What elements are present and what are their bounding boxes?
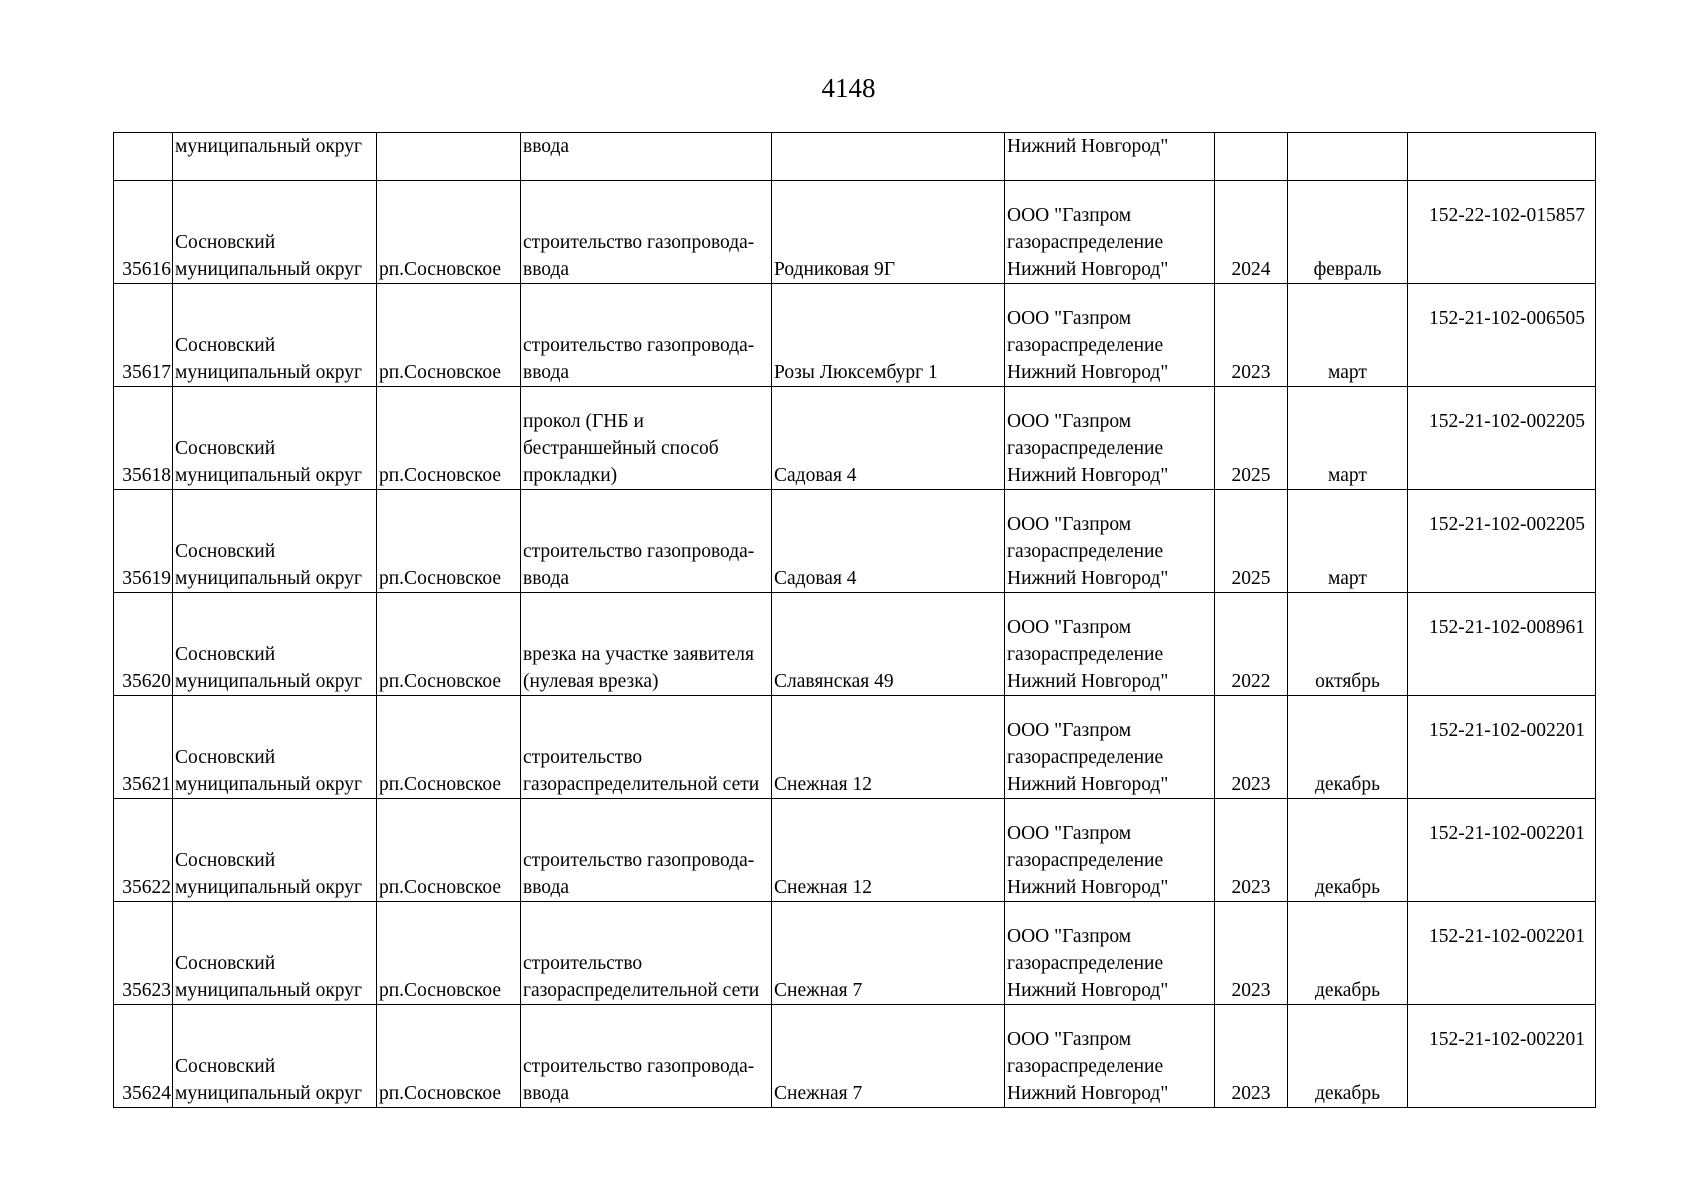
cell-num <box>114 387 173 490</box>
cell-month <box>1288 490 1408 593</box>
cell-num <box>114 133 173 181</box>
cell-text-settlement: рп.Сосновское <box>379 774 502 795</box>
cell-text-owner-l1: ООО "Газпром <box>1007 926 1132 947</box>
cell-year <box>1215 902 1288 1005</box>
cell-owner <box>1005 284 1215 387</box>
cell-text-year: 2023 <box>1231 877 1271 898</box>
cell-code <box>1408 181 1596 284</box>
cell-text-work-l1: строительство газопровода- <box>523 232 755 253</box>
table-row-continuation <box>114 133 1596 181</box>
cell-text-month: декабрь <box>1315 980 1380 1001</box>
cell-owner <box>1005 387 1215 490</box>
cell-owner <box>1005 799 1215 902</box>
cell-month <box>1288 133 1408 181</box>
cell-text-owner-l2: газораспределение <box>1007 335 1164 356</box>
cell-year <box>1215 387 1288 490</box>
cell-text-address: Садовая 4 <box>774 568 857 589</box>
cell-work <box>521 387 772 490</box>
cell-month <box>1288 696 1408 799</box>
cell-month <box>1288 387 1408 490</box>
cell-month <box>1288 593 1408 696</box>
cell-text-num: 35619 <box>122 568 171 589</box>
cell-text-work-l1: строительство газопровода- <box>523 1056 755 1077</box>
cell-text-settlement: рп.Сосновское <box>379 877 502 898</box>
cell-address <box>772 284 1005 387</box>
cell-settlement <box>377 1005 521 1108</box>
cell-text-district-l1: Сосновский <box>175 335 276 356</box>
cell-text-work-l1: строительство газопровода- <box>523 335 755 356</box>
cell-work <box>521 799 772 902</box>
cell-district <box>173 387 377 490</box>
cell-code <box>1408 284 1596 387</box>
cell-text-year: 2023 <box>1231 362 1271 383</box>
cell-text-work-l2: ввода <box>523 362 570 383</box>
cell-text-owner-l1: ООО "Газпром <box>1007 205 1132 226</box>
cell-settlement <box>377 490 521 593</box>
cell-text-month: март <box>1328 465 1367 486</box>
table-row <box>114 902 1596 1005</box>
cell-num <box>114 593 173 696</box>
cell-text-work-l2: (нулевая врезка) <box>523 671 659 692</box>
cell-text-month: март <box>1328 568 1367 589</box>
cell-num <box>114 490 173 593</box>
cell-address <box>772 133 1005 181</box>
cell-code <box>1408 133 1596 181</box>
cell-text-district-l1: Сосновский <box>175 541 276 562</box>
cell-text-code: 152-21-102-002205 <box>1429 514 1585 535</box>
cell-settlement <box>377 799 521 902</box>
cell-address <box>772 181 1005 284</box>
cell-address <box>772 387 1005 490</box>
cell-text-code: 152-21-102-002201 <box>1429 823 1585 844</box>
cell-text-address: Родниковая 9Г <box>774 259 896 280</box>
cell-text-work-l2: ввода <box>523 259 570 280</box>
cell-text-num: 35624 <box>122 1083 171 1104</box>
cell-settlement <box>377 902 521 1005</box>
cell-text-work-l2: бестраншейный способ <box>523 438 719 459</box>
cell-code <box>1408 387 1596 490</box>
cell-text-month: октябрь <box>1315 671 1380 692</box>
cell-text-owner-l3: Нижний Новгород" <box>1007 465 1169 486</box>
cell-district <box>173 902 377 1005</box>
cell-year <box>1215 593 1288 696</box>
cell-text-district-l2: муниципальный округ <box>175 568 363 589</box>
cell-text-code: 152-21-102-006505 <box>1429 308 1585 329</box>
cell-year <box>1215 181 1288 284</box>
cell-year <box>1215 696 1288 799</box>
cell-settlement <box>377 284 521 387</box>
cell-district <box>173 490 377 593</box>
cell-code <box>1408 799 1596 902</box>
table-row <box>114 696 1596 799</box>
cell-text-num: 35616 <box>122 259 171 280</box>
cell-text-work-l1: прокол (ГНБ и <box>523 411 644 432</box>
cell-district <box>173 181 377 284</box>
cell-text-owner-l1: ООО "Газпром <box>1007 411 1132 432</box>
cell-text-address: Розы Люксембург 1 <box>774 362 938 383</box>
cell-work <box>521 1005 772 1108</box>
cell-text-owner-l2: газораспределение <box>1007 541 1164 562</box>
cell-num <box>114 696 173 799</box>
cell-text-owner-l1: ООО "Газпром <box>1007 1029 1132 1050</box>
cell-text-settlement: рп.Сосновское <box>379 1083 502 1104</box>
cell-text-district-l1: Сосновский <box>175 644 276 665</box>
table-row <box>114 387 1596 490</box>
cell-settlement <box>377 181 521 284</box>
cell-text-owner-l1: ООО "Газпром <box>1007 308 1132 329</box>
cell-text-owner-l1: ООО "Газпром <box>1007 823 1132 844</box>
cell-num <box>114 181 173 284</box>
cell-owner <box>1005 902 1215 1005</box>
cell-text-year: 2025 <box>1231 568 1271 589</box>
cell-text-district-l2: муниципальный округ <box>175 774 363 795</box>
cell-text-code: 152-21-102-008961 <box>1429 617 1585 638</box>
cell-text-year: 2022 <box>1231 671 1271 692</box>
cell-year <box>1215 799 1288 902</box>
cell-work <box>521 902 772 1005</box>
table-row <box>114 284 1596 387</box>
table-row <box>114 490 1596 593</box>
cell-work <box>521 181 772 284</box>
cell-text-address: Снежная 12 <box>774 877 873 898</box>
cell-text-month: март <box>1328 362 1367 383</box>
cell-text-code: 152-21-102-002201 <box>1429 926 1585 947</box>
cell-text-settlement: рп.Сосновское <box>379 568 502 589</box>
cell-text-address: Славянская 49 <box>774 671 894 692</box>
cell-text-work-l1: строительство <box>523 953 643 974</box>
cell-district <box>173 284 377 387</box>
table-row <box>114 181 1596 284</box>
cell-text-work-l2: газораспределительной сети <box>523 774 760 795</box>
cell-text-owner-l2: газораспределение <box>1007 438 1164 459</box>
cell-text-owner-l1: ООО "Газпром <box>1007 514 1132 535</box>
page-number: 4148 <box>821 73 876 103</box>
cell-address <box>772 1005 1005 1108</box>
cell-text-work-l2: ввода <box>523 568 570 589</box>
cell-text-year: 2024 <box>1231 259 1271 280</box>
cell-text-district-l1: Сосновский <box>175 1056 276 1077</box>
cell-text-work-l2: газораспределительной сети <box>523 980 760 1001</box>
cell-text-work-l3: прокладки) <box>523 465 618 486</box>
cell-settlement <box>377 593 521 696</box>
cell-year <box>1215 490 1288 593</box>
cell-text-num: 35618 <box>122 465 171 486</box>
cell-text-owner-l1: ООО "Газпром <box>1007 617 1132 638</box>
cell-code <box>1408 490 1596 593</box>
cell-text-owner-l2: газораспределение <box>1007 232 1164 253</box>
cell-text-district-l2: муниципальный округ <box>175 259 363 280</box>
cell-text-owner-l2: газораспределение <box>1007 644 1164 665</box>
cell-num <box>114 1005 173 1108</box>
cell-text-district-l2: муниципальный округ <box>175 362 363 383</box>
cell-text-settlement: рп.Сосновское <box>379 671 502 692</box>
cell-text-owner-l3: Нижний Новгород" <box>1007 1083 1169 1104</box>
cell-text-month: декабрь <box>1315 774 1380 795</box>
cell-owner <box>1005 1005 1215 1108</box>
cell-district: муниципальный округ <box>173 133 377 181</box>
table-row <box>114 799 1596 902</box>
cell-year <box>1215 284 1288 387</box>
cell-text-work-l2: ввода <box>523 877 570 898</box>
cell-text-settlement: рп.Сосновское <box>379 980 502 1001</box>
cell-address <box>772 490 1005 593</box>
cell-owner <box>1005 181 1215 284</box>
cell-text-year: 2025 <box>1231 465 1271 486</box>
cell-text-district-l2: муниципальный округ <box>175 877 363 898</box>
cell-text-code: 152-22-102-015857 <box>1429 205 1585 226</box>
cell-text-address: Снежная 7 <box>774 1083 863 1104</box>
cell-work <box>521 696 772 799</box>
cell-text-work-l2: ввода <box>523 1083 570 1104</box>
cell-district <box>173 799 377 902</box>
cell-text-month: февраль <box>1313 259 1382 280</box>
cell-text-owner-l3: Нижний Новгород" <box>1007 877 1169 898</box>
cell-text-code: 152-21-102-002201 <box>1429 1029 1585 1050</box>
cell-text-owner-l2: газораспределение <box>1007 1056 1164 1077</box>
cell-text-num: 35622 <box>122 877 171 898</box>
cell-code <box>1408 593 1596 696</box>
cell-text-owner-l3: Нижний Новгород" <box>1007 671 1169 692</box>
cell-month <box>1288 1005 1408 1108</box>
cell-address <box>772 799 1005 902</box>
cell-text-code: 152-21-102-002201 <box>1429 720 1585 741</box>
cell-text-year: 2023 <box>1231 980 1271 1001</box>
cell-code <box>1408 1005 1596 1108</box>
cell-text-owner-l1: ООО "Газпром <box>1007 720 1132 741</box>
cell-num <box>114 902 173 1005</box>
cell-month <box>1288 799 1408 902</box>
cell-text-district-l1: Сосновский <box>175 232 276 253</box>
cell-text-owner-l3: Нижний Новгород" <box>1007 774 1169 795</box>
cell-text-month: декабрь <box>1315 1083 1380 1104</box>
cell-owner <box>1005 593 1215 696</box>
cell-text-address: Садовая 4 <box>774 465 857 486</box>
cell-text-num: 35623 <box>122 980 171 1001</box>
cell-text-owner-l2: газораспределение <box>1007 850 1164 871</box>
cell-text-owner-l2: газораспределение <box>1007 953 1164 974</box>
cell-work <box>521 490 772 593</box>
cell-text-owner-l3: Нижний Новгород" <box>1007 362 1169 383</box>
table-row <box>114 593 1596 696</box>
cell-district <box>173 593 377 696</box>
cell-settlement <box>377 387 521 490</box>
cell-settlement <box>377 133 521 181</box>
cell-text-district-l2: муниципальный округ <box>175 671 363 692</box>
cell-text-code: 152-21-102-002205 <box>1429 411 1585 432</box>
cell-text-district-l1: Сосновский <box>175 850 276 871</box>
cell-num <box>114 284 173 387</box>
cell-text-work-l1: строительство газопровода- <box>523 850 755 871</box>
cell-text-district-l1: Сосновский <box>175 438 276 459</box>
cell-text-work-l1: строительство <box>523 747 643 768</box>
cell-text-settlement: рп.Сосновское <box>379 465 502 486</box>
cell-text-year: 2023 <box>1231 1083 1271 1104</box>
cell-text-month: декабрь <box>1315 877 1380 898</box>
cell-text-district-l2: муниципальный округ <box>175 465 363 486</box>
cell-text-settlement: рп.Сосновское <box>379 259 502 280</box>
cell-settlement <box>377 696 521 799</box>
cell-text-owner-l3: Нижний Новгород" <box>1007 568 1169 589</box>
cell-district <box>173 696 377 799</box>
registry-table <box>113 132 1596 1108</box>
cell-owner <box>1005 490 1215 593</box>
cell-text-district-l1: Сосновский <box>175 747 276 768</box>
cell-text-work-l1: врезка на участке заявителя <box>523 644 754 665</box>
cell-num <box>114 799 173 902</box>
cell-text-year: 2023 <box>1231 774 1271 795</box>
cell-text-owner-l2: газораспределение <box>1007 747 1164 768</box>
cell-address <box>772 902 1005 1005</box>
cell-work <box>521 284 772 387</box>
cell-text-owner-l3: Нижний Новгород" <box>1007 980 1169 1001</box>
cell-text-settlement: рп.Сосновское <box>379 362 502 383</box>
cell-text-num: 35621 <box>122 774 171 795</box>
cell-month <box>1288 284 1408 387</box>
cell-district <box>173 1005 377 1108</box>
cell-text-address: Снежная 7 <box>774 980 863 1001</box>
cell-address <box>772 593 1005 696</box>
cell-owner <box>1005 696 1215 799</box>
cell-text-district-l2: муниципальный округ <box>175 1083 363 1104</box>
cell-text-owner-l3: Нижний Новгород" <box>1007 259 1169 280</box>
cell-text-address: Снежная 12 <box>774 774 873 795</box>
cell-month <box>1288 181 1408 284</box>
cell-text-district-l1: Сосновский <box>175 953 276 974</box>
cell-work <box>521 593 772 696</box>
cell-month <box>1288 902 1408 1005</box>
cell-text-district-l2: муниципальный округ <box>175 980 363 1001</box>
cell-text-work-l1: строительство газопровода- <box>523 541 755 562</box>
cell-text-num: 35620 <box>122 671 171 692</box>
table-row <box>114 1005 1596 1108</box>
cell-address <box>772 696 1005 799</box>
cell-code <box>1408 902 1596 1005</box>
cell-year <box>1215 133 1288 181</box>
cell-owner: Нижний Новгород" <box>1005 133 1215 181</box>
cell-year <box>1215 1005 1288 1108</box>
cell-code <box>1408 696 1596 799</box>
cell-text-num: 35617 <box>122 362 171 383</box>
cell-work: ввода <box>521 133 772 181</box>
